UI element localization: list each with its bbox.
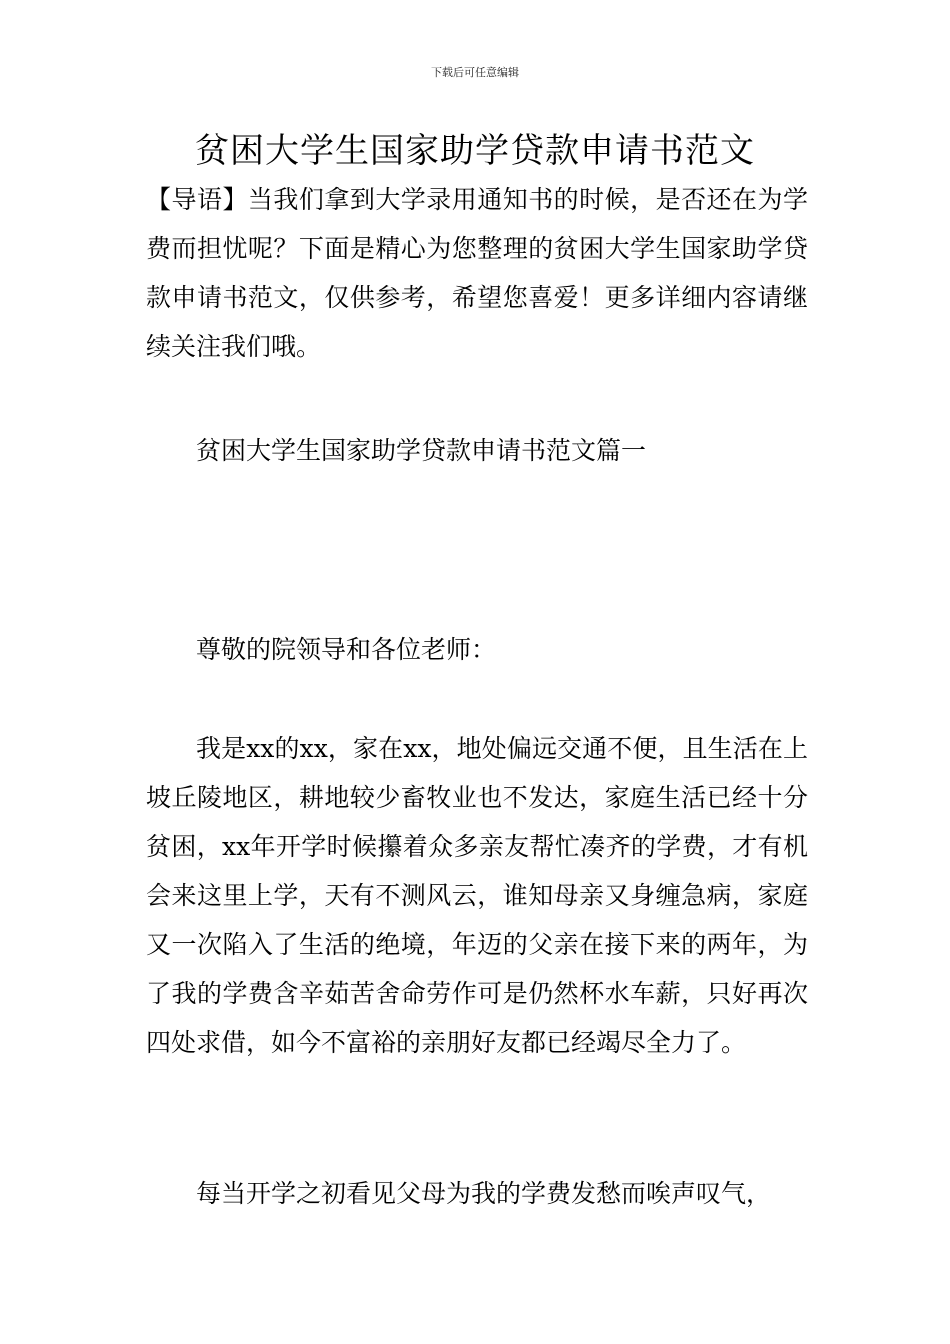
intro-paragraph: 【导语】当我们拿到大学录用通知书的时候，是否还在为学费而担忧呢？下面是精心为您整理的贫困大学生国家助学贷款申请书范文，仅供参考，希望您喜爱！更多详细内容请继续关注我们哦。: [146, 185, 808, 361]
body-paragraph: 我是xx的xx，家在xx，地处偏远交通不便，且生活在上坡丘陵地区，耕地较少畜牧业也不发达，家庭生活已经十分贫困，xx年开学时候攥着众多亲友帮忙凑齐的学费，才有机会来这里上学，天有不测风云，谁知母亲又身缠急病，家庭又一次陷入了生活的绝境，年迈的父亲在接下来的两年，为了我的学费含辛茹苦舍命劳作可是仍然杯水车薪，只好再次四处求借，如今不富裕的亲朋好友都已经竭尽全力了。: [146, 734, 808, 1057]
document-title: 贫困大学生国家助学贷款申请书范文: [195, 131, 755, 171]
body-paragraph: 每当开学之初看见父母为我的学费发愁而唉声叹气，: [196, 1179, 772, 1208]
header-note: 下载后可任意编辑: [431, 66, 519, 79]
section-heading: 贫困大学生国家助学贷款申请书范文篇一: [196, 436, 647, 465]
salutation: 尊敬的院领导和各位老师：: [196, 635, 497, 664]
